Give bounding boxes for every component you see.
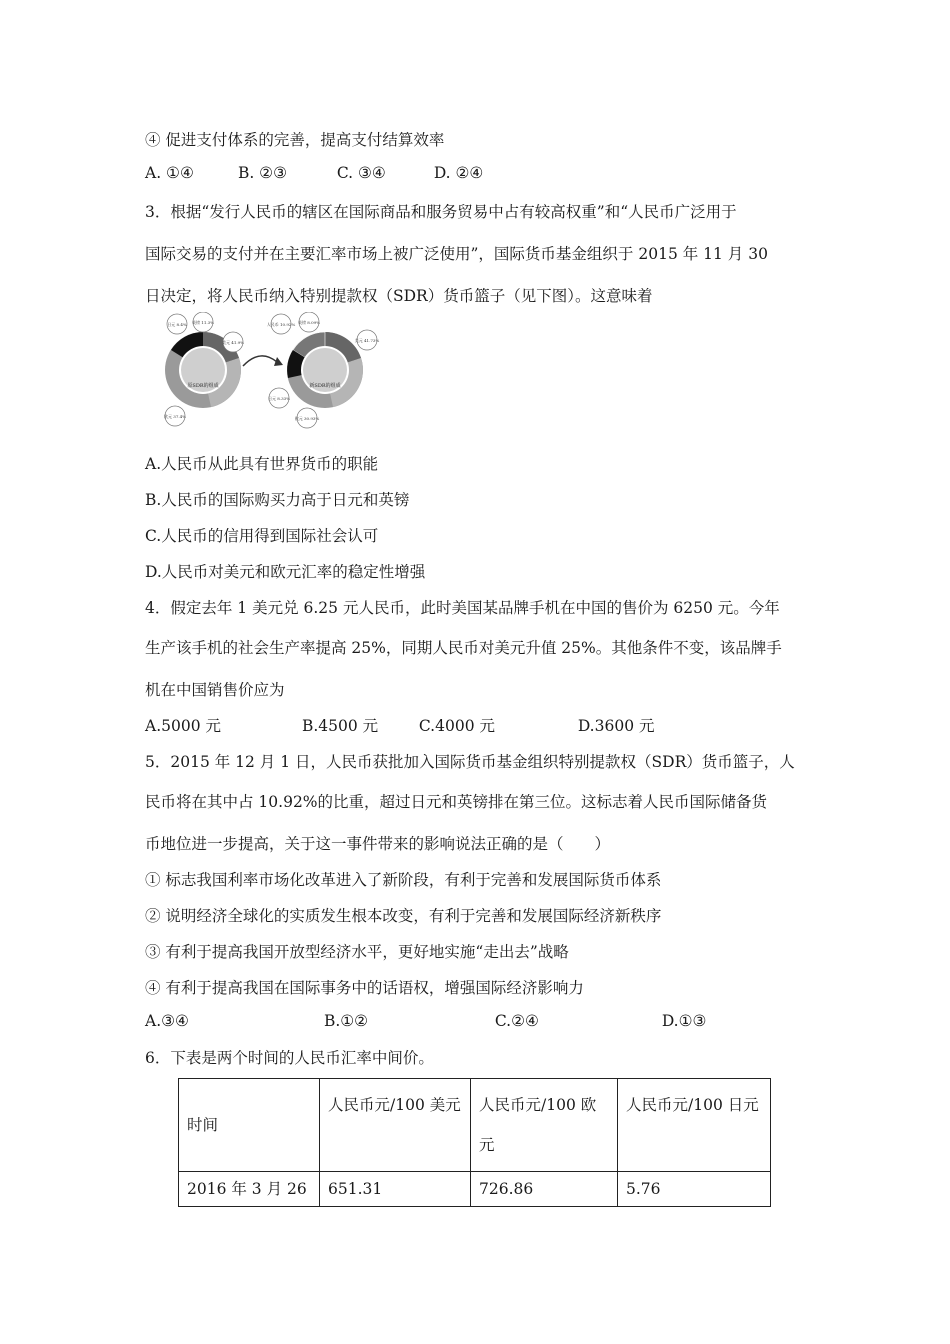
- q4-option-d[interactable]: D.3600 元: [577, 717, 655, 735]
- sdr-basket-figure: [155, 312, 385, 430]
- q5-option-c[interactable]: C.②④: [494, 1012, 539, 1030]
- cell-usd: 651.31: [320, 1172, 471, 1207]
- q2-option-c[interactable]: C. ③④: [336, 164, 386, 182]
- q4-text-line-2: 生产该手机的社会生产率提高 25%，同期人民币对美元升值 25%。其他条件不变，该品牌手: [145, 639, 782, 657]
- q2-option-d[interactable]: D. ②④: [433, 164, 484, 182]
- label-cny-new: 人民币 10.92%: [266, 322, 296, 327]
- q5-options: [145, 1012, 706, 1030]
- label-jpy-old: 日元 8.4%: [167, 322, 187, 327]
- statement-4: ④ 促进支付体系的完善，提高支付结算效率: [145, 131, 445, 149]
- cell-date: 2016 年 3 月 26: [179, 1172, 320, 1207]
- arrow-icon: [243, 356, 277, 366]
- q3-option-c[interactable]: C.人民币的信用得到国际社会认可: [145, 527, 379, 545]
- label-jpy-new: 日元 8.33%: [268, 396, 290, 401]
- header-time: 时间: [179, 1079, 320, 1172]
- label-eur-new: 欧元 30.93%: [294, 416, 320, 421]
- label-gbp-old: 英镑 11.3%: [192, 320, 214, 325]
- q4-option-c[interactable]: C.4000 元: [418, 717, 495, 735]
- label-usd-new: 美元 41.73%: [354, 338, 380, 343]
- cell-jpy: 5.76: [618, 1172, 771, 1207]
- header-eur: 人民币元/100 欧元: [471, 1079, 618, 1172]
- q5-statement-2: ② 说明经济全球化的实质发生根本改变，有利于完善和发展国际经济新秩序: [145, 907, 662, 925]
- q5-option-a[interactable]: A.③④: [145, 1012, 189, 1030]
- table-row: [179, 1172, 771, 1207]
- q4-option-b[interactable]: B.4500 元: [301, 717, 379, 735]
- q3-text-line-2: 国际交易的支付并在主要汇率市场上被广泛使用”，国际货币基金组织于 2015 年 11 月 30: [145, 245, 768, 263]
- q5-statement-4: ④ 有利于提高我国在国际事务中的话语权，增强国际经济影响力: [145, 979, 584, 997]
- cell-eur: 726.86: [471, 1172, 618, 1207]
- table-header-row: [179, 1079, 771, 1172]
- new-sdr-center-label: 新SDR的组成: [309, 383, 341, 389]
- q3-option-b[interactable]: B.人民币的国际购买力高于日元和英镑: [145, 491, 410, 509]
- label-gbp-new: 英镑 8.09%: [298, 320, 320, 325]
- header-usd: 人民币元/100 美元: [320, 1079, 471, 1172]
- q5-text-line-2: 民币将在其中占 10.92%的比重，超过日元和英镑排在第三位。这标志着人民币国际储备货: [145, 793, 768, 811]
- q6-text-line-1: 6．下表是两个时间的人民币汇率中间价。: [145, 1049, 434, 1067]
- q5-option-d[interactable]: D.①③: [661, 1012, 707, 1030]
- q4-option-a[interactable]: A.5000 元: [145, 717, 221, 735]
- q2-option-b[interactable]: B. ②③: [237, 164, 287, 182]
- q3-text-line-1: 3．根据“发行人民币的辖区在国际商品和服务贸易中占有较高权重”和“人民币广泛用于: [145, 203, 737, 221]
- old-sdr-center-label: 原SDR的组成: [187, 383, 219, 389]
- exchange-rate-table: [178, 1078, 771, 1207]
- sdr-diagram: [155, 312, 385, 430]
- q5-text-line-1: 5．2015 年 12 月 1 日，人民币获批加入国际货币基金组织特别提款权（SDR）货币篮子，人: [145, 753, 795, 771]
- label-eur-old: 欧元 37.4%: [164, 414, 186, 419]
- q3-option-a[interactable]: A.人民币从此具有世界货币的职能: [145, 455, 379, 473]
- q5-option-b[interactable]: B.①②: [323, 1012, 369, 1030]
- q5-text-line-3: 币地位进一步提高，关于这一事件带来的影响说法正确的是（ ）: [145, 835, 611, 853]
- q2-options: [145, 164, 483, 182]
- q2-option-a[interactable]: A. ①④: [145, 164, 194, 182]
- q3-text-line-3: 日决定，将人民币纳入特别提款权（SDR）货币篮子（见下图）。这意味着: [145, 287, 653, 305]
- q5-statement-3: ③ 有利于提高我国开放型经济水平，更好地实施“走出去”战略: [145, 943, 569, 961]
- q4-text-line-3: 机在中国销售价应为: [145, 681, 285, 699]
- header-jpy: 人民币元/100 日元: [618, 1079, 771, 1172]
- q3-option-d[interactable]: D.人民币对美元和欧元汇率的稳定性增强: [145, 563, 426, 581]
- new-sdr-donut: [287, 332, 363, 408]
- q4-text-line-1: 4．假定去年 1 美元兑 6.25 元人民币，此时美国某品牌手机在中国的售价为 6250 元。今年: [145, 599, 780, 617]
- q4-options: [145, 714, 655, 736]
- label-usd-old: 美元 41.9%: [222, 340, 244, 345]
- q5-statement-1: ① 标志我国利率市场化改革进入了新阶段，有利于完善和发展国际货币体系: [145, 871, 662, 889]
